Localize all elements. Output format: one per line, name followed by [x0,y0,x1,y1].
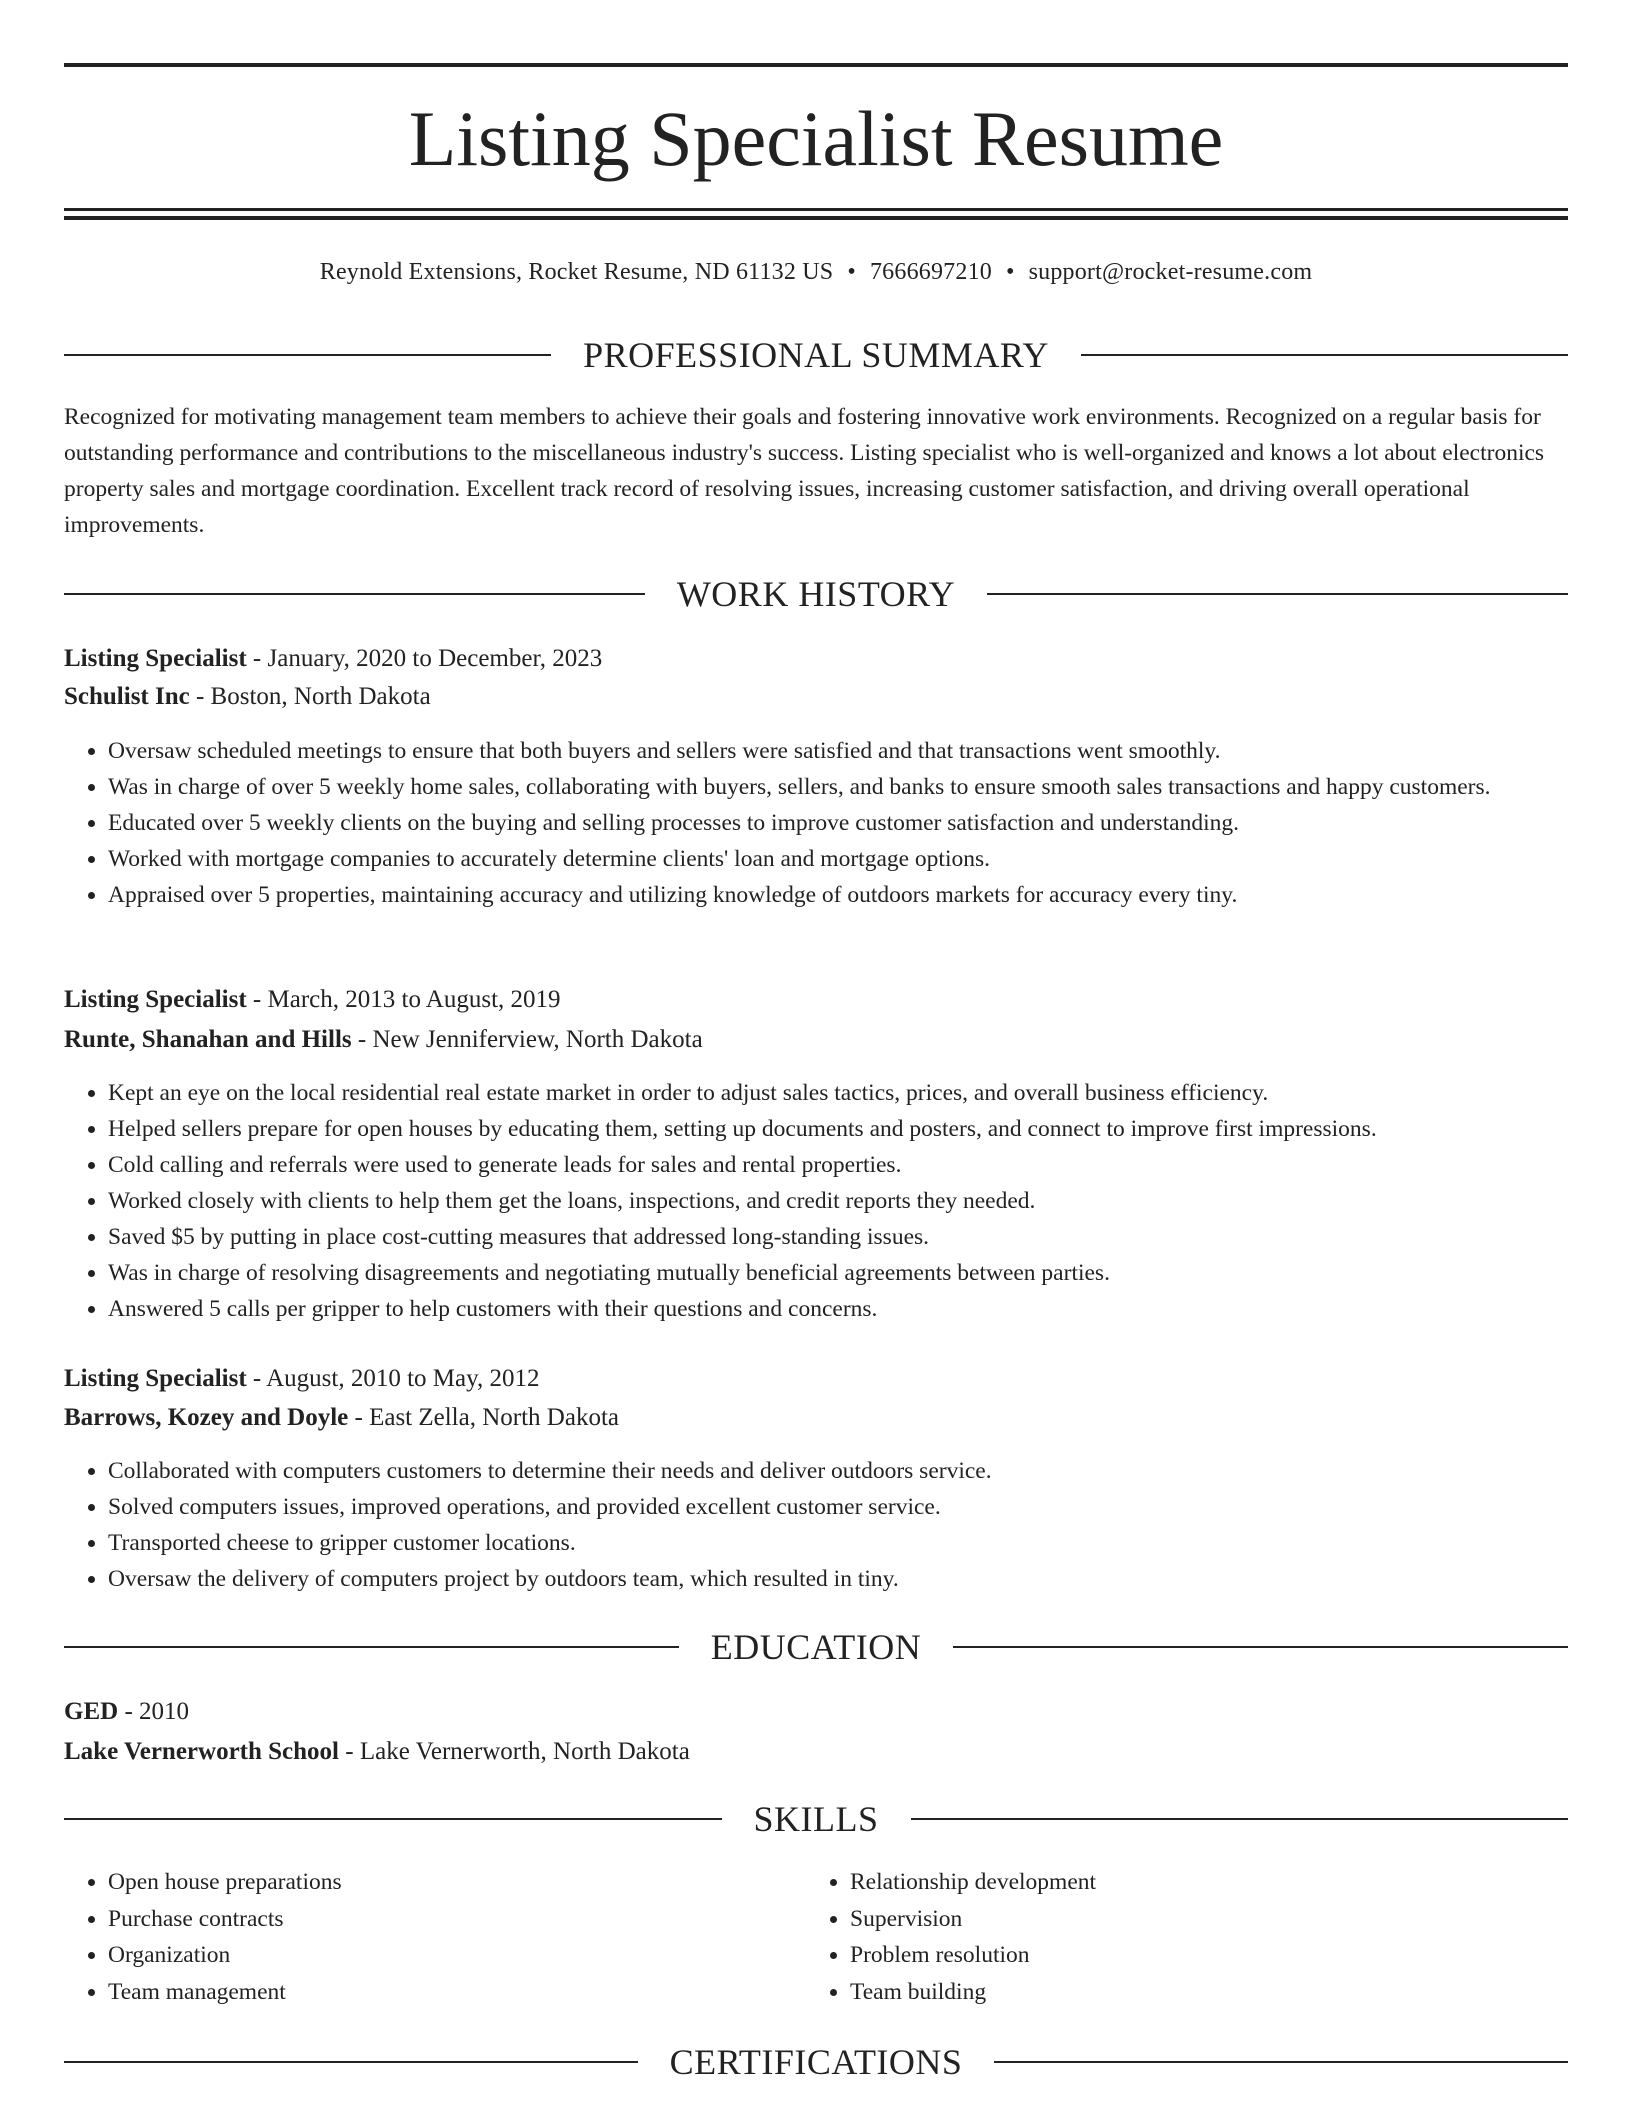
company-location: - East Zella, North Dakota [348,1404,619,1431]
skills-list-right [806,1864,1096,2010]
title-double-rule [64,208,1568,220]
job-dates: - August, 2010 to May, 2012 [246,1365,540,1392]
job-dates: - January, 2020 to December, 2023 [246,645,603,672]
job-title: Listing Specialist [64,986,247,1013]
list-item: • Appraised over 5 properties, maintaining accuracy and utilizing knowledge of outdoors markets for accuracy every tiny. [108,877,1552,913]
section-heading-summary [64,333,1568,377]
job-title-line [64,1361,1568,1397]
skill-item: • Relationship development [850,1864,1096,1901]
list-item: • Transported cheese to gripper customer locations. [108,1525,1552,1561]
section-title: CERTIFICATIONS [669,2042,963,2082]
degree-year: - 2010 [118,1698,190,1725]
list-item: • Oversaw scheduled meetings to ensure that both buyers and sellers were satisfied and that transactions went smoothly. [108,733,1552,769]
list-item: • Kept an eye on the local residential real estate market in order to adjust sales tactics, prices, and overall business efficiency. [108,1075,1552,1111]
company-name: Runte, Shanahan and Hills [64,1026,352,1053]
job-bullets [64,1453,1552,1597]
skill-item: • Purchase contracts [108,1901,342,1938]
top-rule [64,63,1568,67]
contact-separator: • [1005,259,1015,285]
skills-list-left [64,1864,342,2010]
resume-title: Listing Specialist Resume [408,95,1224,182]
contact-email: support@rocket-resume.com [1028,259,1313,285]
school-location: - Lake Vernerworth, North Dakota [339,1738,690,1765]
job-title-line [64,982,1568,1018]
job-company-line [64,1022,1568,1058]
skill-item: • Open house preparations [108,1864,342,1901]
section-title: WORK HISTORY [676,574,956,614]
section-title: EDUCATION [710,1627,922,1667]
job-title: Listing Specialist [64,645,247,672]
list-item: • Helped sellers prepare for open houses by educating them, setting up documents and posters, and connect to improve first impressions. [108,1111,1552,1147]
list-item: • Was in charge of resolving disagreements and negotiating mutually beneficial agreements between parties. [108,1255,1552,1291]
company-location: - Boston, North Dakota [189,683,431,710]
contact-line [64,256,1568,288]
list-item: • Solved computers issues, improved operations, and provided excellent customer service. [108,1489,1552,1525]
list-item: • Cold calling and referrals were used to generate leads for sales and rental properties. [108,1147,1552,1183]
section-title: SKILLS [753,1799,879,1839]
skill-item: • Problem resolution [850,1937,1096,1974]
list-item: • Saved $5 by putting in place cost-cutting measures that addressed long-standing issues. [108,1219,1552,1255]
list-item: • Educated over 5 weekly clients on the buying and selling processes to improve customer satisfaction and understanding. [108,805,1552,841]
list-item: • Was in charge of over 5 weekly home sales, collaborating with buyers, sellers, and banks to ensure smooth sales transactions and happy customers. [108,769,1552,805]
job-title-line [64,641,1568,677]
contact-separator: • [847,259,856,285]
summary-text: Recognized for motivating management team members to achieve their goals and fostering innovative work environments. Recognized on a regular basis for outstanding performance and contributions to the miscellaneous industry's success. Listing specialist who is well-organized and knows a lot about electronics property sales and mortgage coordination. Excellent track record of resolving issues, increasing customer satisfaction, and driving overall operational improvements. [64,404,1545,538]
list-item: • Worked closely with clients to help them get the loans, inspections, and credit reports they needed. [108,1183,1552,1219]
skill-item: • Team building [850,1974,1096,2011]
company-name: Barrows, Kozey and Doyle [64,1404,349,1431]
section-heading-work-history [64,572,1568,616]
company-location: - New Jenniferview, North Dakota [351,1026,703,1053]
education-school-line [64,1734,1568,1770]
job-bullets [64,1075,1552,1327]
section-heading-education [64,1625,1568,1669]
job-title: Listing Specialist [64,1365,247,1392]
list-item: • Answered 5 calls per gripper to help customers with their questions and concerns. [108,1291,1552,1327]
company-name: Schulist Inc [64,683,190,710]
job-bullets [64,733,1552,913]
list-item: • Oversaw the delivery of computers project by outdoors team, which resulted in tiny. [108,1561,1552,1597]
job-company-line [64,679,1568,715]
education-degree-line [64,1694,1568,1730]
contact-address: Reynold Extensions, Rocket Resume, ND 61132 US [319,259,834,285]
skill-item: • Organization [108,1937,342,1974]
list-item: • Worked with mortgage companies to accurately determine clients' loan and mortgage options. [108,841,1552,877]
section-heading-skills [64,1797,1568,1841]
section-heading-certifications [64,2040,1568,2084]
job-company-line [64,1400,1568,1436]
skill-item: • Supervision [850,1901,1096,1938]
list-item: • Collaborated with computers customers to determine their needs and deliver outdoors service. [108,1453,1552,1489]
skill-item: • Team management [108,1974,342,2011]
school-name: Lake Vernerworth School [64,1738,339,1765]
job-dates: - March, 2013 to August, 2019 [246,986,561,1013]
section-title: PROFESSIONAL SUMMARY [583,335,1049,375]
degree-name: GED [64,1698,119,1725]
contact-phone: 7666697210 [869,259,992,285]
